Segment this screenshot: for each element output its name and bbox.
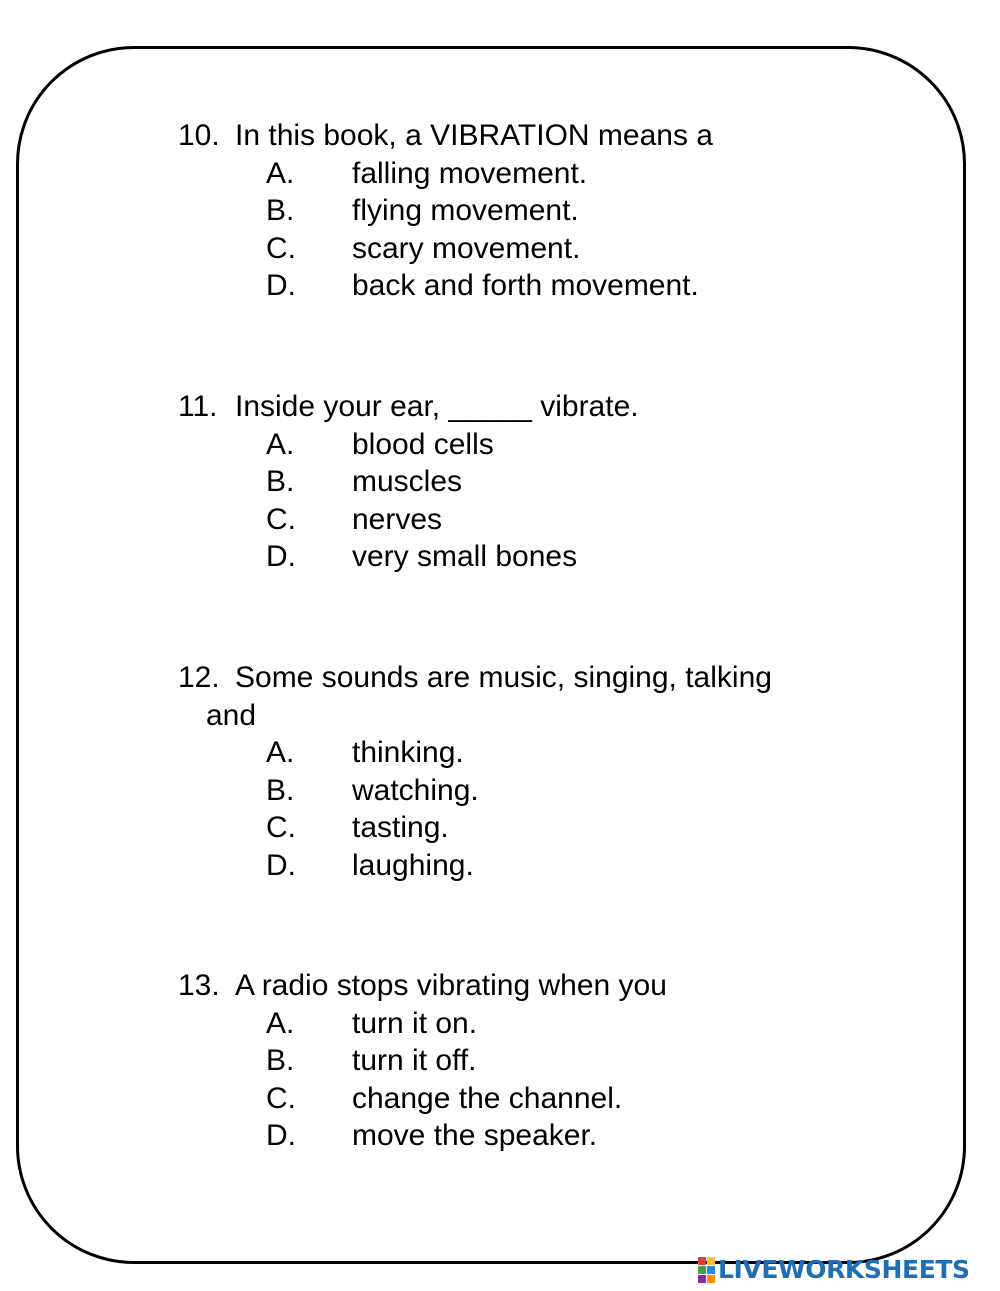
option-letter: C. bbox=[266, 1081, 296, 1115]
question-stem bbox=[178, 388, 838, 426]
answer-option-b[interactable] bbox=[178, 772, 838, 810]
logo-block bbox=[698, 1266, 706, 1274]
option-text: turn it on. bbox=[352, 1006, 478, 1040]
option-text: change the channel. bbox=[352, 1081, 623, 1115]
question-text: Some sounds are music, singing, talking bbox=[235, 661, 772, 694]
option-text: muscles bbox=[352, 465, 463, 498]
option-letter: C. bbox=[266, 231, 296, 265]
logo-block bbox=[707, 1266, 715, 1274]
option-text: back and forth movement. bbox=[352, 269, 699, 302]
answer-option-b[interactable] bbox=[178, 1042, 838, 1080]
question-stem bbox=[178, 117, 838, 155]
option-letter: A. bbox=[266, 736, 295, 769]
option-text: move the speaker. bbox=[352, 1119, 598, 1152]
answer-option-c[interactable] bbox=[178, 809, 838, 847]
option-letter: A. bbox=[266, 1006, 295, 1040]
question-number: 10. bbox=[178, 119, 220, 152]
option-letter: B. bbox=[266, 465, 295, 498]
answer-option-b[interactable] bbox=[178, 192, 838, 230]
logo-block bbox=[707, 1275, 715, 1283]
answer-option-d[interactable] bbox=[178, 267, 838, 305]
option-letter: A. bbox=[266, 427, 295, 461]
option-text: thinking. bbox=[352, 736, 464, 769]
logo-block bbox=[698, 1257, 706, 1265]
question-stem bbox=[178, 659, 838, 697]
option-text: blood cells bbox=[352, 427, 494, 461]
option-text: very small bones bbox=[352, 540, 578, 573]
option-letter: B. bbox=[266, 1044, 295, 1077]
answer-option-d[interactable] bbox=[178, 847, 838, 885]
answer-option-a[interactable] bbox=[178, 155, 838, 193]
option-text: flying movement. bbox=[352, 194, 579, 227]
option-text: tasting. bbox=[352, 811, 449, 844]
question-text-continuation: and bbox=[206, 698, 257, 732]
question-number: 12. bbox=[178, 661, 220, 694]
question-number: 13. bbox=[178, 969, 220, 1002]
answer-option-b[interactable] bbox=[178, 463, 838, 501]
question-12 bbox=[178, 659, 838, 884]
option-text: turn it off. bbox=[352, 1044, 477, 1077]
answer-option-a[interactable] bbox=[178, 734, 838, 772]
option-text: falling movement. bbox=[352, 156, 588, 190]
question-number: 11. bbox=[178, 390, 218, 423]
option-text: nerves bbox=[352, 502, 443, 536]
liveworksheets-logo-icon bbox=[698, 1257, 715, 1283]
answer-option-c[interactable] bbox=[178, 1080, 838, 1118]
liveworksheets-watermark bbox=[698, 1255, 970, 1285]
logo-block bbox=[698, 1275, 706, 1283]
option-text: laughing. bbox=[352, 848, 474, 882]
option-text: scary movement. bbox=[352, 231, 581, 265]
option-letter: A. bbox=[266, 156, 295, 190]
answer-option-d[interactable] bbox=[178, 538, 838, 576]
question-stem bbox=[178, 967, 838, 1005]
option-letter: B. bbox=[266, 773, 295, 807]
option-letter: D. bbox=[266, 269, 296, 302]
answer-option-a[interactable] bbox=[178, 1005, 838, 1043]
answer-option-c[interactable] bbox=[178, 230, 838, 268]
option-letter: C. bbox=[266, 811, 296, 844]
answer-option-c[interactable] bbox=[178, 501, 838, 539]
question-text: In this book, a VIBRATION means a bbox=[235, 119, 713, 152]
watermark-text: LIVEWORKSHEETS bbox=[718, 1255, 970, 1284]
option-letter: D. bbox=[266, 848, 296, 882]
option-text: watching. bbox=[352, 773, 479, 807]
option-letter: D. bbox=[266, 1119, 296, 1152]
logo-block bbox=[707, 1257, 715, 1265]
option-letter: C. bbox=[266, 502, 296, 536]
question-text: A radio stops vibrating when you bbox=[235, 969, 667, 1002]
option-letter: B. bbox=[266, 194, 295, 227]
answer-option-a[interactable] bbox=[178, 426, 838, 464]
answer-option-d[interactable] bbox=[178, 1117, 838, 1155]
option-letter: D. bbox=[266, 540, 296, 573]
question-13 bbox=[178, 967, 838, 1155]
question-text: Inside your ear, _____ vibrate. bbox=[235, 390, 639, 423]
question-11 bbox=[178, 388, 838, 576]
question-10 bbox=[178, 117, 838, 305]
